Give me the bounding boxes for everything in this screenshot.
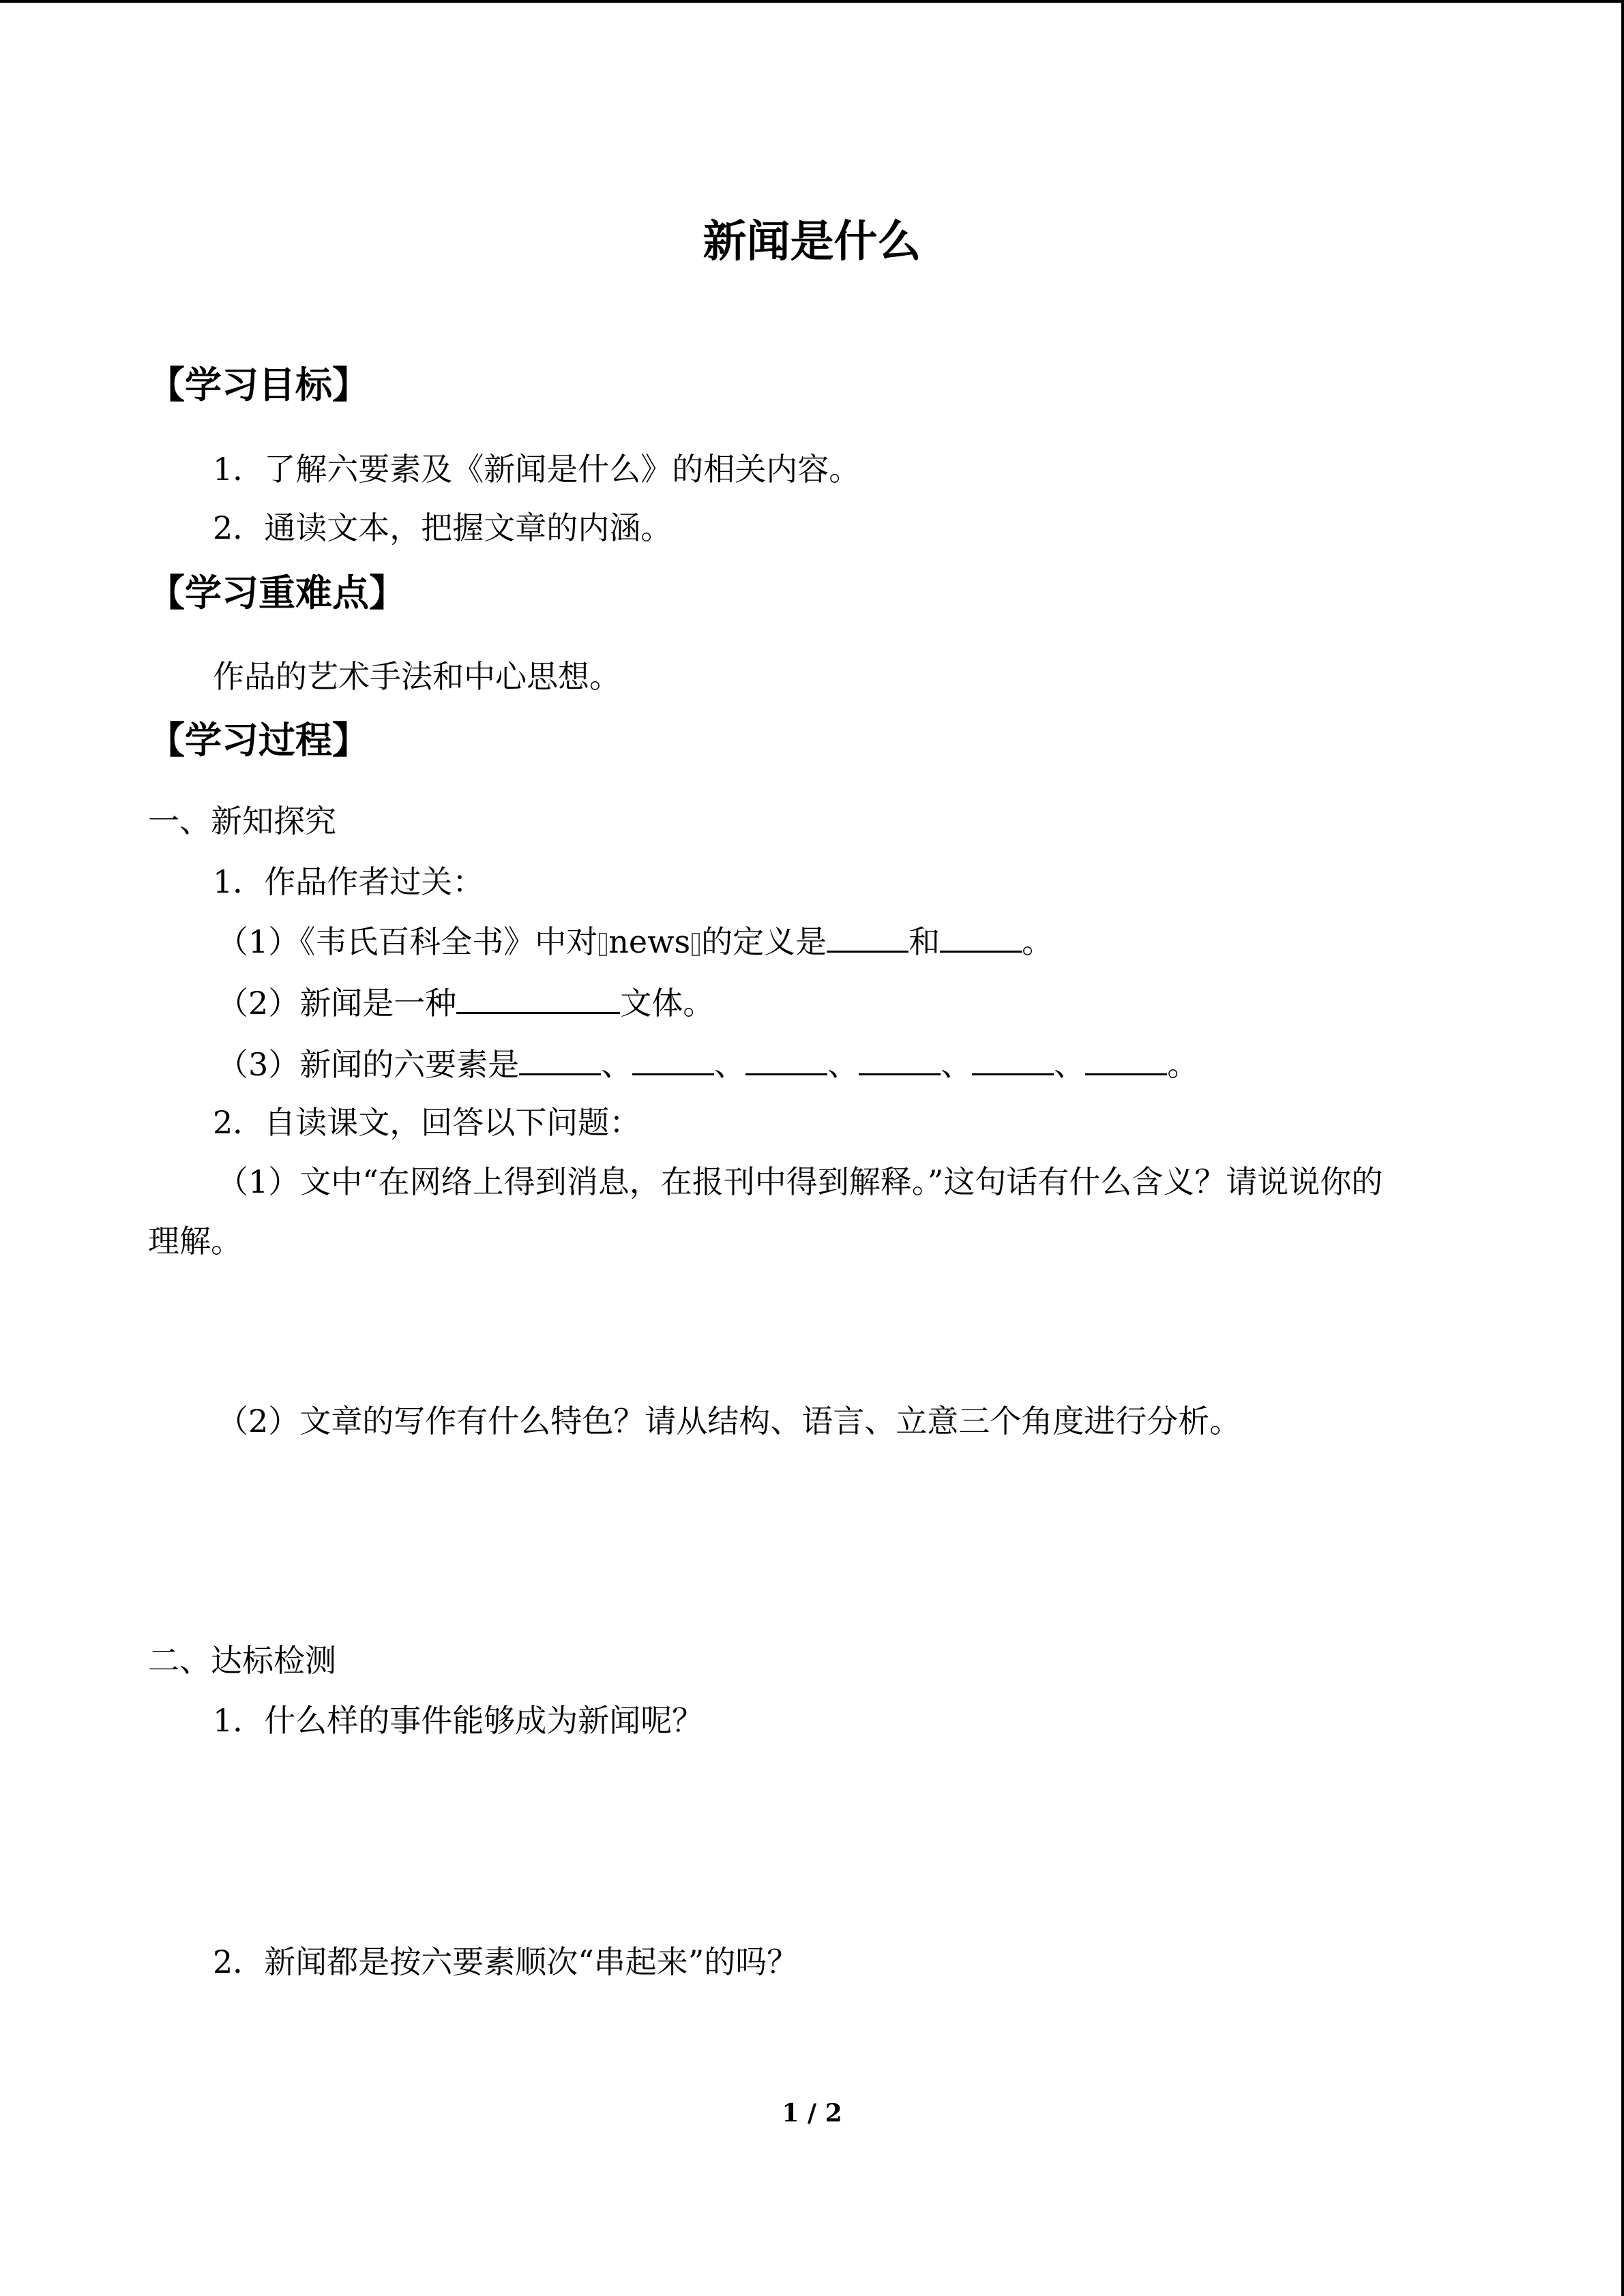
fill-blank[interactable] bbox=[745, 1043, 827, 1075]
question-1-2-text-a: （2）新闻是一种 bbox=[217, 985, 457, 1022]
question-1-3 bbox=[217, 1043, 1198, 1085]
question-2-1-line2: 理解。 bbox=[148, 1223, 242, 1259]
page-number: 1 / 2 bbox=[782, 2099, 842, 2128]
question-1-1-text-b: 的定义是 bbox=[701, 923, 827, 960]
question-2-1-line1: （1）文中“在网络上得到消息，在报刊中得到解释。”这句话有什么含义？请说说你的 bbox=[217, 1163, 1383, 1200]
question-1-1-end: 。 bbox=[1022, 923, 1054, 960]
fill-blank[interactable] bbox=[519, 1043, 601, 1075]
separator: 、 bbox=[1054, 1046, 1086, 1083]
missing-glyph-box bbox=[692, 933, 700, 956]
separator: 、 bbox=[714, 1046, 746, 1083]
process-heading: 【学习过程】 bbox=[148, 719, 369, 762]
separator: 、 bbox=[601, 1046, 633, 1083]
part1-heading: 一、新知探究 bbox=[148, 803, 336, 839]
goals-heading: 【学习目标】 bbox=[148, 363, 369, 406]
question-2-2: （2）文章的写作有什么特色？请从结构、语言、立意三个角度进行分析。 bbox=[217, 1403, 1241, 1440]
part2-question-2: 2．新闻都是按六要素顺次“串起来”的吗？ bbox=[213, 1943, 799, 1980]
question-1-1 bbox=[217, 921, 1053, 962]
question-1-1-and: 和 bbox=[909, 923, 941, 960]
question-1-3-text: （3）新闻的六要素是 bbox=[217, 1046, 520, 1083]
fill-blank[interactable] bbox=[972, 1043, 1054, 1075]
part2-heading: 二、达标检测 bbox=[148, 1642, 336, 1679]
missing-glyph-box bbox=[599, 933, 607, 956]
question-1-2 bbox=[217, 982, 714, 1024]
separator: 、 bbox=[941, 1046, 973, 1083]
fill-blank[interactable] bbox=[456, 982, 620, 1014]
key-points-text: 作品的艺术手法和中心思想。 bbox=[213, 658, 621, 695]
goal-item-2: 2．通读文本，把握文章的内涵。 bbox=[213, 509, 673, 546]
question-1-1-text-a: （1）《韦氏百科全书》中对 bbox=[217, 923, 598, 960]
goal-item-1: 1．了解六要素及《新闻是什么》的相关内容。 bbox=[213, 451, 861, 488]
news-word: news bbox=[608, 923, 691, 960]
part1-question-2: 2．自读课文，回答以下问题： bbox=[213, 1104, 641, 1141]
question-1-2-text-b: 文体。 bbox=[620, 985, 715, 1022]
period: 。 bbox=[1167, 1046, 1199, 1083]
part1-question-1: 1．作品作者过关： bbox=[213, 863, 484, 900]
fill-blank[interactable] bbox=[1085, 1043, 1167, 1075]
key-points-heading: 【学习重难点】 bbox=[148, 571, 406, 614]
fill-blank[interactable] bbox=[632, 1043, 714, 1075]
fill-blank[interactable] bbox=[940, 921, 1022, 953]
fill-blank[interactable] bbox=[859, 1043, 941, 1075]
page-title: 新闻是什么 bbox=[703, 217, 921, 267]
separator: 、 bbox=[827, 1046, 859, 1083]
part2-question-1: 1．什么样的事件能够成为新闻呢？ bbox=[213, 1702, 704, 1739]
fill-blank[interactable] bbox=[827, 921, 909, 953]
